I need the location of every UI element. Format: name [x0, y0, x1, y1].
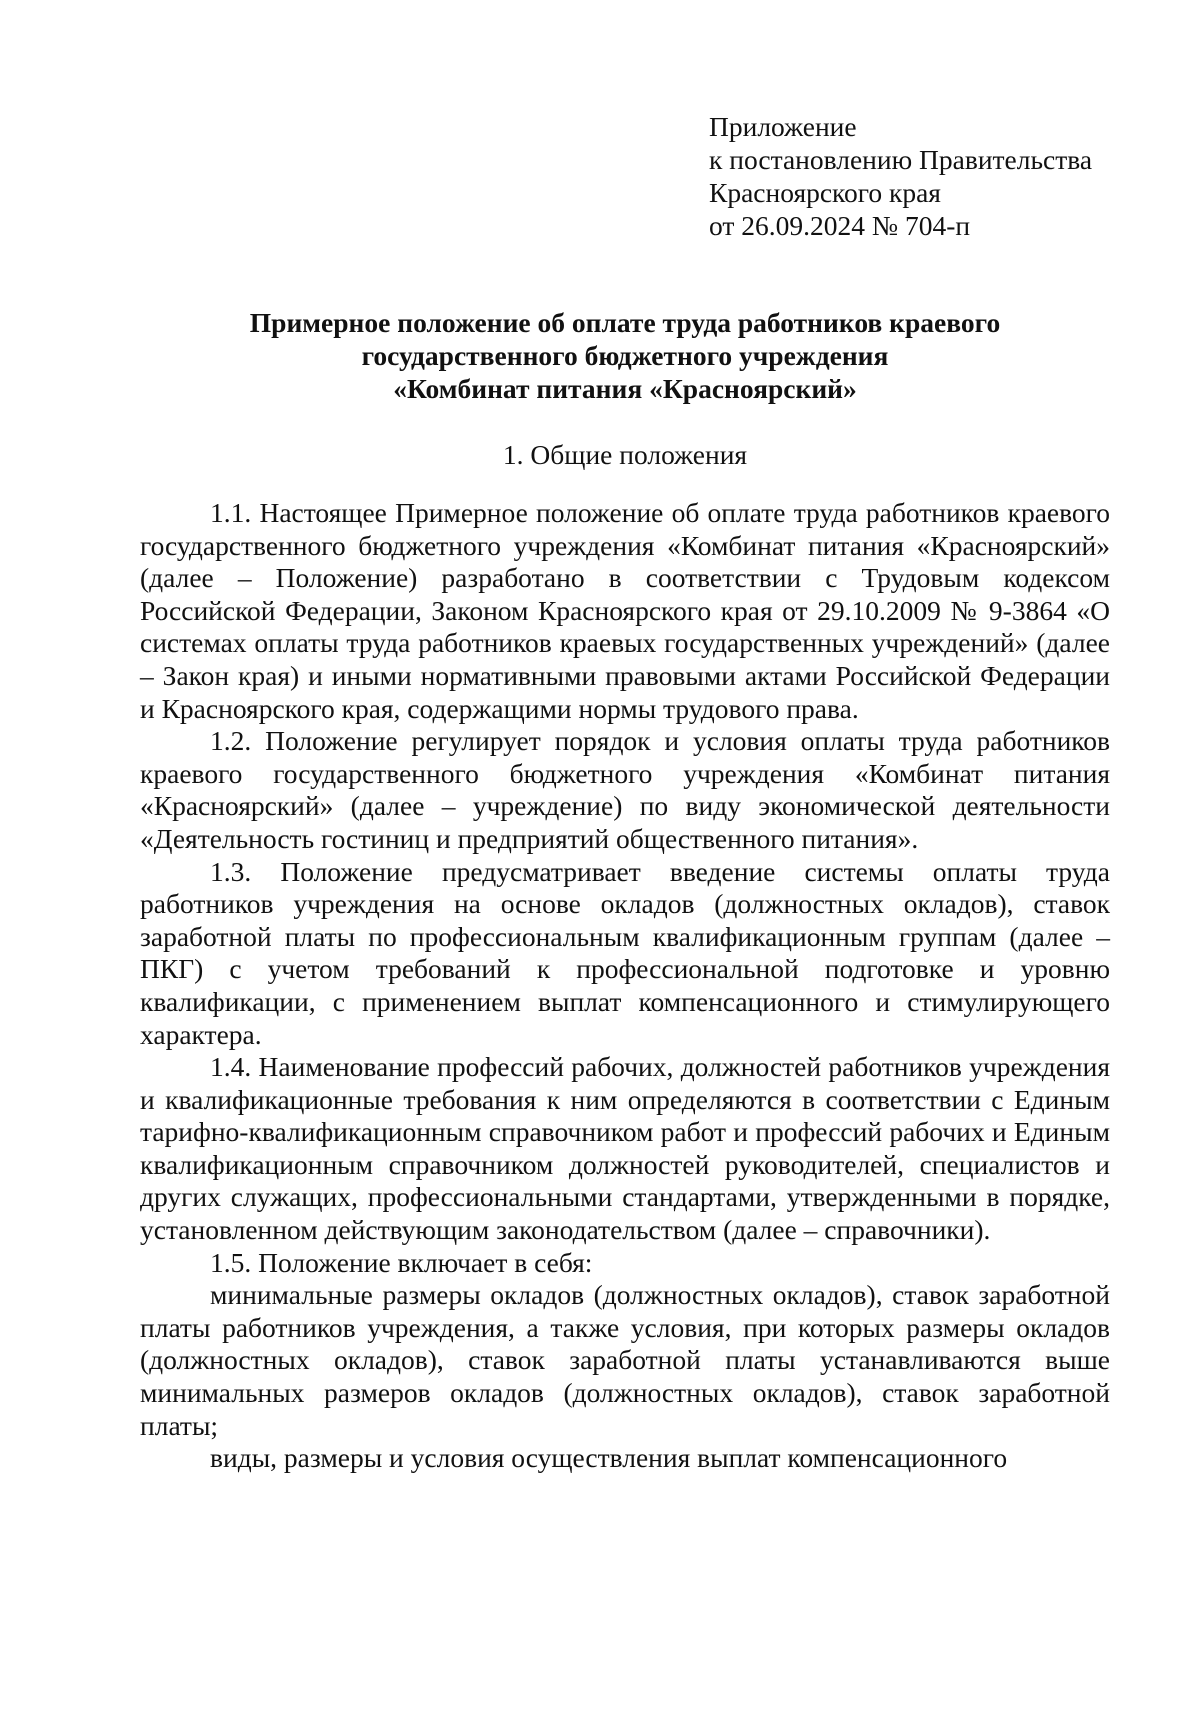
paragraph-1-5-item: минимальные размеры окладов (должностных окладов), ставок заработной платы работников учреждения, а также условия, при которых размеры окладов (должностных окладов), ставок заработной платы устанавливаются выше минимальных размеров окладов (должностных окладов), ставок заработной платы;	[140, 1279, 1110, 1441]
appendix-line: Красноярского края	[709, 177, 941, 208]
appendix-block	[709, 110, 1092, 242]
title-line: «Комбинат питания «Красноярский»	[393, 373, 857, 404]
appendix-line: к постановлению Правительства	[709, 144, 1093, 175]
document-body	[140, 497, 1110, 1475]
document-title	[140, 306, 1110, 405]
section-heading: 1. Общие положения	[502, 439, 748, 470]
title-line: государственного бюджетного учреждения	[361, 340, 889, 371]
paragraph-1-5-item: виды, размеры и условия осуществления выплат компенсационного	[210, 1442, 1008, 1474]
paragraph-1-3: 1.3. Положение предусматривает введение системы оплаты труда работников учреждения на основе окладов (должностных окладов), ставок заработной платы по профессиональным квалификационным группам (далее – ПКГ) с учетом требований к профессиональной подготовке и уровню квалификации, с применением выплат компенсационного и стимулирующего характера.	[140, 855, 1110, 1050]
appendix-line: Приложение	[709, 111, 857, 142]
appendix-line: от 26.09.2024 № 704-п	[709, 210, 971, 241]
paragraph-1-1: 1.1. Настоящее Примерное положение об оплате труда работников краевого государственного бюджетного учреждения «Комбинат питания «Красноярский» (далее – Положение) разработано в соответствии с Трудовым кодексом Российской Федерации, Законом Красноярского края от 29.10.2009 № 9-3864 «О системах оплаты труда работников краевых государственных учреждений» (далее – Закон края) и иными нормативными правовыми актами Российской Федерации и Красноярского края, содержащими нормы трудового права.	[140, 497, 1110, 724]
paragraph-1-2: 1.2. Положение регулирует порядок и условия оплаты труда работников краевого государственного бюджетного учреждения «Комбинат питания «Красноярский» (далее – учреждение) по виду экономической деятельности «Деятельность гостиниц и предприятий общественного питания».	[140, 725, 1110, 854]
title-line: Примерное положение об оплате труда работников краевого	[249, 307, 1001, 338]
paragraph-1-5: 1.5. Положение включает в себя:	[210, 1246, 593, 1278]
paragraph-1-4: 1.4. Наименование профессий рабочих, должностей работников учреждения и квалификационные требования к ним определяются в соответствии с Единым тарифно-квалификационным справочником работ и профессий рабочих и Единым квалификационным справочником должностей руководителей, специалистов и других служащих, профессиональными стандартами, утвержденными в порядке, установленном действующим законодательством (далее – справочники).	[140, 1051, 1110, 1246]
